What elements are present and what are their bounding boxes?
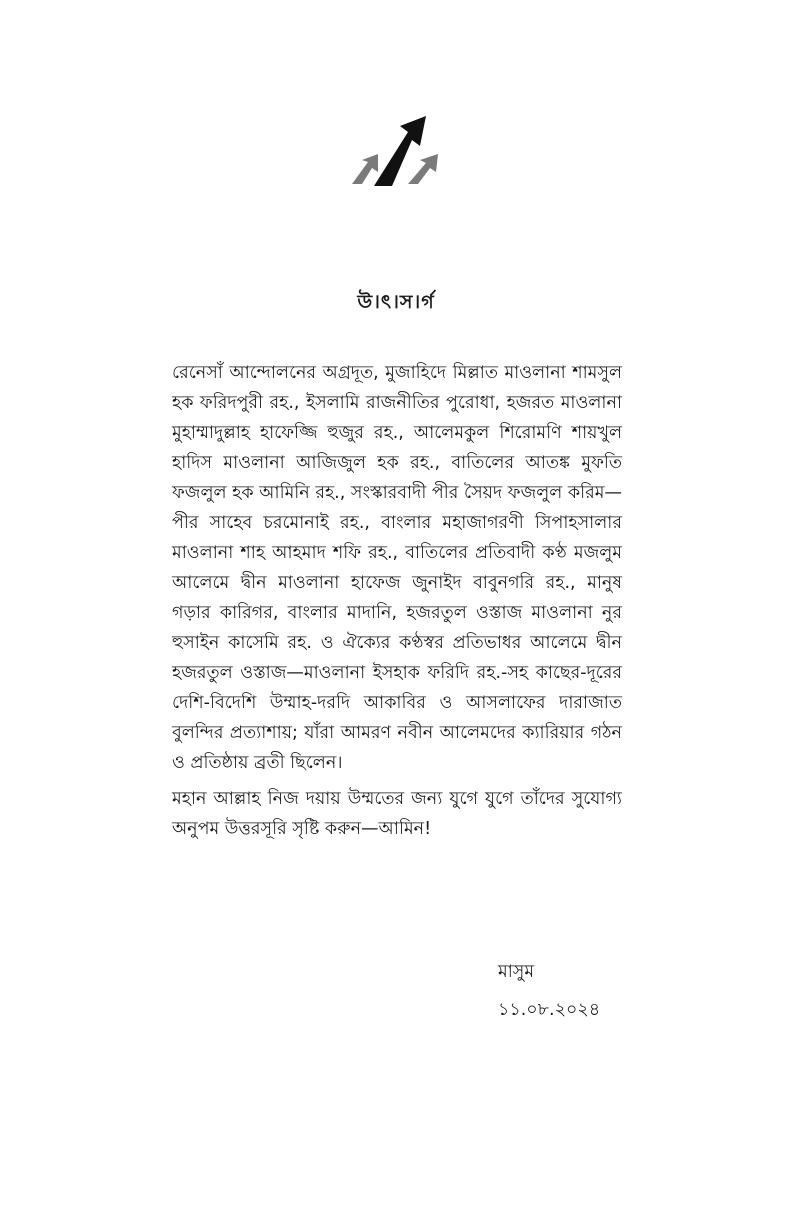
dedication-title: উ।ৎ।স।র্গ <box>357 291 435 313</box>
dedication-date: ১১.০৮.২০২৪ <box>498 1000 601 1020</box>
dedication-paragraph: রেনেসাঁ আন্দোলনের অগ্রদূত, মুজাহিদে মিল্লাত মাওলানা শামসুল হক ফরিদপুরী রহ., ইসলামি রাজনীতির পুরোধা, হজরত মাওলানা মুহাম্মাদুল্লাহ হাফেজ্জি হুজুর রহ., আলেমকুল শিরোমণি শায়খুল হাদিস মাওলানা আজিজুল হক রহ., বাতিলের আতঙ্ক মুফতি ফজলুল হক আমিনি রহ., সংস্কারবাদী পীর সৈয়দ ফজলুল করিম—পীর সাহেব চরমোনাই রহ., বাংলার মহাজাগরণী সিপাহসালার মাওলানা শাহ আহমাদ শফি রহ., বাতিলের প্রতিবাদী কণ্ঠ মজলুম আলেমে দ্বীন মাওলানা হাফেজ জুনাইদ বাবুনগরি রহ., মানুষ গড়ার কারিগর, বাংলার মাদানি, হজরতুল ওস্তাজ মাওলানা নুর হুসাইন কাসেমি রহ. ও ঐক্যের কণ্ঠস্বর প্রতিভাধর আলেমে দ্বীন হজরতুল ওস্তাজ—মাওলানা ইসহাক ফরিদি রহ.-সহ কাছের-দূরের দেশি-বিদেশি উম্মাহ-দরদি আকাবির ও আসলাফের দারাজাত বুলন্দির প্রত্যাশায়; যাঁরা আমরণ নবীন আলেমদের ক্যারিয়ার গঠন ও প্রতিষ্ঠায় ব্রতী ছিলেন। <box>172 363 622 773</box>
author-signature: মাসুম <box>498 962 535 982</box>
left-arrow-icon <box>352 154 378 184</box>
dedication-body <box>172 358 622 850</box>
right-arrow-icon <box>408 154 438 184</box>
arrows-logo-icon <box>348 112 444 188</box>
dedication-prayer: মহান আল্লাহ নিজ দয়ায় উম্মতের জন্য যুগে যুগে তাঁদের সুযোগ্য অনুপম উত্তরসূরি সৃষ্টি করুন—আমিন! <box>172 789 622 839</box>
